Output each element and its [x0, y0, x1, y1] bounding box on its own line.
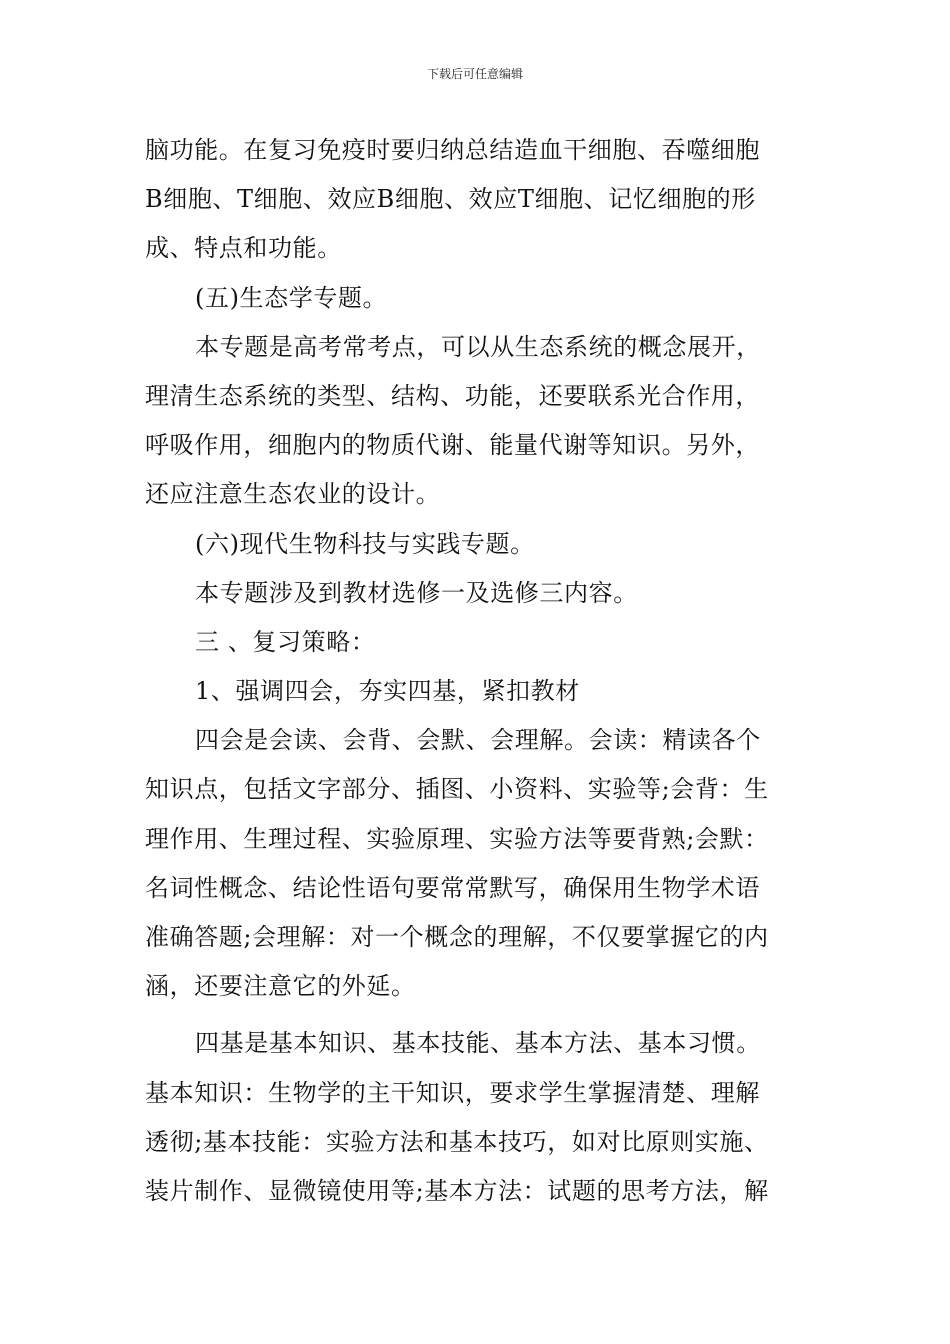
text-line: 成、特点和功能。 — [145, 234, 342, 263]
text-line: 知识点，包括文字部分、插图、小资料、实验等;会背：生 — [145, 775, 769, 804]
text-line: 装片制作、显微镜使用等;基本方法：试题的思考方法，解 — [145, 1176, 769, 1205]
text-line: 基本知识：生物学的主干知识，要求学生掌握清楚、理解 — [145, 1078, 760, 1107]
page-header: 下载后可任意编辑 — [426, 67, 523, 81]
text-line: 透彻;基本技能：实验方法和基本技巧，如对比原则实施、 — [145, 1127, 769, 1156]
section-heading: 三 、复习策略： — [195, 627, 376, 656]
text-line: 本专题涉及到教材选修一及选修三内容。 — [195, 578, 638, 607]
paragraph-gap — [145, 1011, 810, 1019]
subsection-heading: 1、强调四会，夯实四基，紧扣教材 — [195, 677, 580, 706]
text-line: 准确答题;会理解：对一个概念的理解，不仅要掌握它的内 — [145, 923, 769, 951]
text-line: 四基是基本知识、基本技能、基本方法、基本习惯。 — [195, 1029, 761, 1058]
section-heading: (五)生态学专题。 — [195, 283, 388, 312]
text-line: 脑功能。在复习免疫时要归纳总结造血干细胞、吞噬细胞 — [145, 136, 760, 164]
text-line: 本专题是高考常考点，可以从生态系统的概念展开， — [195, 332, 761, 361]
section-heading: (六)现代生物科技与实践专题。 — [195, 529, 535, 558]
text-line: 还应注意生态农业的设计。 — [145, 480, 441, 509]
text-line: 理作用、生理过程、实验原理、实验方法等要背熟;会默： — [145, 824, 769, 853]
document-body — [145, 126, 810, 1216]
text-line: 理清生态系统的类型、结构、功能，还要联系光合作用， — [145, 381, 760, 410]
text-line: 四会是会读、会背、会默、会理解。会读：精读各个 — [195, 726, 761, 755]
text-line: 涵，还要注意它的外延。 — [145, 972, 416, 1001]
text-line: 呼吸作用，细胞内的物质代谢、能量代谢等知识。另外， — [145, 431, 760, 460]
text-line: 名词性概念、结论性语句要常常默写，确保用生物学术语 — [145, 873, 760, 902]
text-line: B细胞、T细胞、效应B细胞、效应T细胞、记忆细胞的形 — [145, 185, 756, 214]
